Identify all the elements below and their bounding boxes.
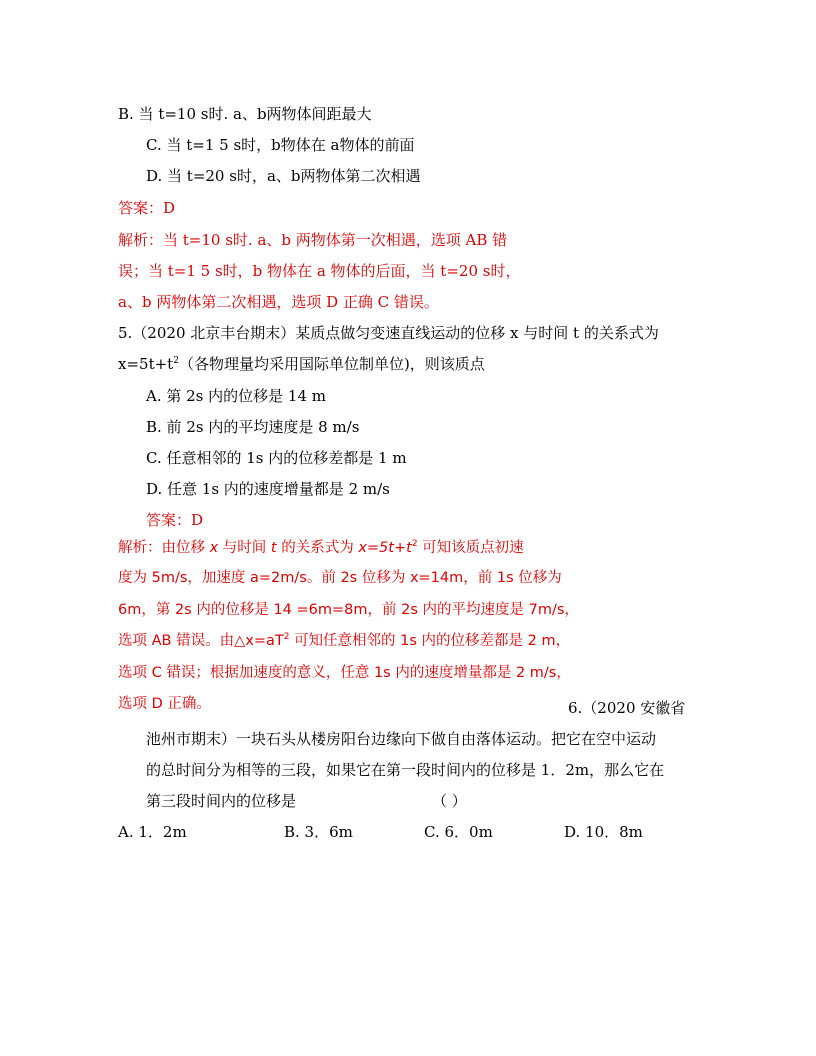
q5-option-c: C. 任意相邻的 1s 内的位移差都是 1 m: [146, 449, 407, 467]
q5-answer: 答案：D: [146, 511, 204, 529]
q6-option-d: D. 10．8m: [564, 823, 643, 841]
q5-analysis-line-4: [118, 631, 570, 651]
q5-analysis-line-6: 选项 D 正确。: [118, 696, 211, 712]
q5-analysis-line-3: 6m，第 2s 内的位移是 14 =6m=8m，前 2s 内的平均速度是 7m/s，: [118, 602, 579, 618]
q5-analysis-line-2: 度为 5m/s，加速度 a=2m/s。前 2s 位移为 x=14m，前 1s 位移为: [118, 570, 562, 586]
q6-option-c: C. 6．0m: [424, 823, 493, 841]
q5-analysis-var-x: x: [209, 540, 219, 556]
q4-analysis-line-2: 误；当 t=1 5 s时，b 物体在 a 物体的后面，当 t=20 s时，: [118, 262, 521, 280]
q4-analysis-line-3: a、b 两物体第二次相遇，选项 D 正确 C 错误。: [118, 293, 439, 311]
q4-answer: 答案：D: [118, 199, 176, 217]
q5-analysis-suffix: 可知该质点初速: [417, 540, 524, 556]
q5-analysis-formula-exponent: 2: [411, 539, 418, 550]
q5-option-b: B. 前 2s 内的平均速度是 8 m/s: [146, 418, 360, 436]
q6-answer-blank: （ ）: [432, 792, 467, 810]
q5-analysis-delta-formula: 选项 AB 错误。由△x=aT: [118, 633, 284, 649]
q5-stem-formula-exponent: 2: [173, 356, 179, 366]
q5-stem-formula: x=5t+t: [118, 355, 174, 373]
q4-option-b: B. 当 t=10 s时. a、b两物体间距最大: [118, 105, 372, 123]
q5-stem-line-1: 5.（2020 北京丰台期末）某质点做匀变速直线运动的位移 x 与时间 t 的关系式为: [118, 324, 659, 342]
q5-option-d: D. 任意 1s 内的速度增量都是 2 m/s: [146, 480, 390, 498]
q5-analysis-delta-tail: 可知任意相邻的 1s 内的位移差都是 2 m，: [289, 633, 571, 649]
q5-stem-tail: （各物理量均采用国际单位制单位)，则该质点: [178, 355, 485, 373]
q5-analysis-delta-exponent: 2: [283, 632, 290, 643]
q6-option-a: A. 1．2m: [118, 823, 187, 841]
q5-analysis-mid2: 的关系式为: [276, 540, 359, 556]
q4-analysis-line-1: 解析：当 t=10 s时. a、b 两物体第一次相遇，选项 AB 错: [118, 231, 508, 249]
q5-option-a: A. 第 2s 内的位移是 14 m: [146, 387, 326, 405]
q5-analysis-prefix: 解析：由位移: [118, 540, 210, 556]
q5-analysis-mid: 与时间: [218, 540, 271, 556]
q5-analysis-line-1: [118, 538, 524, 558]
q6-stem-line-2: 的总时间分为相等的三段，如果它在第一段时间内的位移是 1．2m，那么它在: [146, 761, 665, 779]
q6-number: 6.（2020 安徽省: [568, 699, 686, 717]
q6-stem-line-1: 池州市期末）一块石头从楼房阳台边缘向下做自由落体运动。把它在空中运动: [146, 730, 657, 748]
q5-analysis-formula: x=5t+t: [358, 540, 412, 556]
q4-option-c: C. 当 t=1 5 s时，b物体在 a物体的前面: [146, 136, 415, 154]
q5-analysis-line-5: 选项 C 错误；根据加速度的意义，任意 1s 内的速度增量都是 2 m/s，: [118, 665, 571, 681]
q6-stem-line-3: 第三段时间内的位移是: [146, 792, 297, 810]
q6-option-b: B. 3．6m: [284, 823, 353, 841]
q4-option-d: D. 当 t=20 s时，a、b两物体第二次相遇: [146, 167, 421, 185]
q5-analysis-var-t: t: [270, 540, 277, 556]
q5-stem-line-2: [118, 354, 485, 374]
